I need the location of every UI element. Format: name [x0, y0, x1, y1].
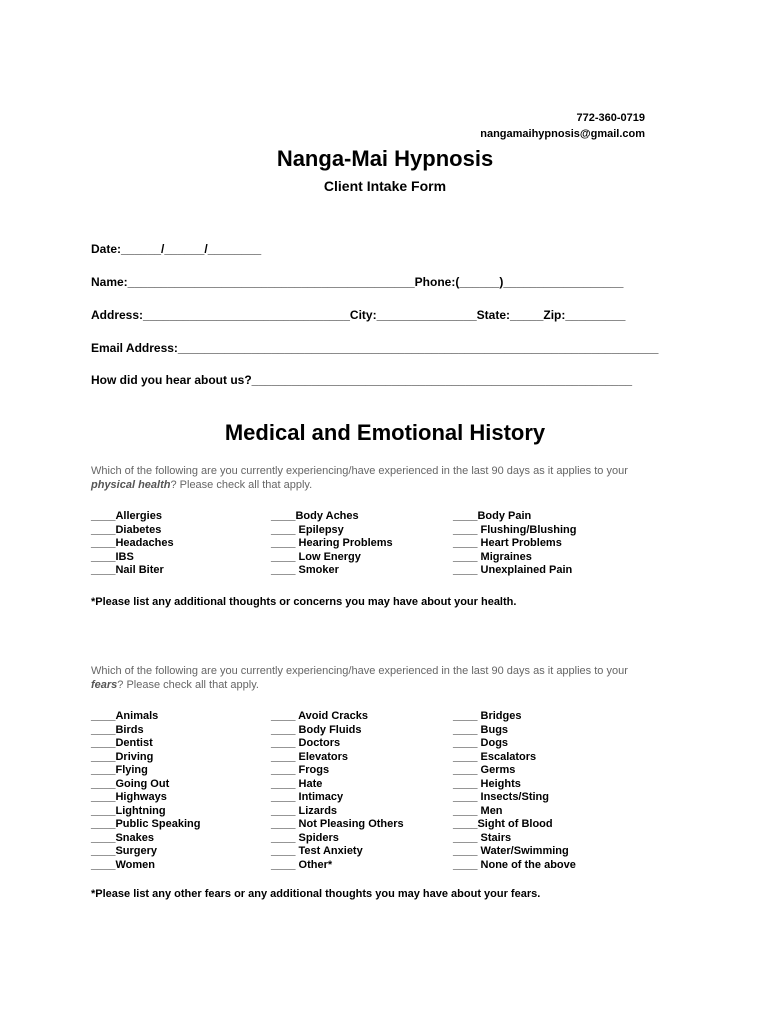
checklist-item[interactable]: ____ Intimacy	[271, 791, 344, 803]
referral-field[interactable]: How did you hear about us?_________________________________________________________	[91, 373, 633, 387]
checklist-item[interactable]: ____ Smoker	[271, 564, 339, 576]
address-field[interactable]: Address:_______________________________City:_______________State:_____Zip:_________	[91, 308, 626, 322]
checklist-item[interactable]: ____ Migraines	[453, 550, 532, 563]
checklist-item[interactable]: ____Flying	[91, 764, 148, 776]
health-notes-prompt: *Please list any additional thoughts or concerns you may have about your health.	[91, 596, 517, 608]
checklist-item[interactable]: ____IBS	[91, 550, 134, 563]
checklist-item[interactable]: ____ Body Fluids	[271, 723, 362, 736]
contact-email: nangamaihypnosis@gmail.com	[480, 128, 645, 140]
fears-checklist-col-2	[271, 710, 404, 872]
checklist-item[interactable]: ____ Men	[453, 804, 503, 817]
fears-notes-prompt: *Please list any other fears or any additional thoughts you may have about your fears.	[91, 888, 541, 900]
date-field[interactable]: Date:______/______/________	[91, 242, 262, 256]
question-emphasis: physical health	[91, 479, 171, 491]
checklist-item[interactable]: ____Nail Biter	[91, 564, 164, 576]
fears-checklist-col-1	[91, 710, 200, 872]
checklist-item[interactable]: ____ Other*	[271, 858, 333, 871]
checklist-item[interactable]: ____ Dogs	[453, 737, 509, 749]
checklist-item[interactable]: ____Dentist	[91, 737, 153, 749]
question-instruction: ? Please check all that apply.	[117, 679, 259, 691]
email-field[interactable]: Email Address:________________________________________________________________________	[91, 341, 659, 355]
checklist-item[interactable]: ____Diabetes	[91, 523, 162, 536]
checklist-item[interactable]: ____ Lizards	[271, 804, 338, 817]
checklist-item[interactable]: ____ Bridges	[453, 710, 522, 722]
checklist-item[interactable]: ____ None of the above	[453, 858, 576, 871]
checklist-item[interactable]: ____ Hate	[271, 777, 323, 790]
checklist-item[interactable]: ____ Epilepsy	[271, 523, 344, 536]
checklist-item[interactable]: ____Animals	[91, 710, 159, 722]
checklist-item[interactable]: ____Snakes	[91, 831, 154, 844]
checklist-item[interactable]: ____ Heights	[453, 777, 521, 790]
checklist-item[interactable]: ____ Frogs	[271, 764, 330, 776]
health-checklist-col-2	[271, 510, 393, 578]
question-text: Which of the following are you currently experiencing/have experienced in the last 90 days as it applies to your	[91, 665, 628, 677]
checklist-item[interactable]: ____Public Speaking	[91, 818, 201, 830]
checklist-item[interactable]: ____Body Aches	[271, 510, 359, 522]
checklist-item[interactable]: ____ Germs	[453, 764, 516, 776]
checklist-item[interactable]: ____Allergies	[91, 510, 162, 522]
checklist-item[interactable]: ____ Heart Problems	[453, 537, 562, 549]
checklist-item[interactable]: ____Highways	[91, 791, 167, 803]
checklist-item[interactable]: ____ Escalators	[453, 750, 537, 763]
contact-phone: 772-360-0719	[576, 112, 645, 124]
health-checklist-col-3	[453, 510, 576, 578]
checklist-item[interactable]: ____ Avoid Cracks	[271, 710, 369, 722]
name-phone-field[interactable]: Name:___________________________________________Phone:(______)__________________	[91, 275, 624, 289]
checklist-item[interactable]: ____ Flushing/Blushing	[453, 523, 577, 536]
checklist-item[interactable]: ____ Hearing Problems	[271, 537, 393, 549]
health-checklist-col-1	[91, 510, 174, 578]
checklist-item[interactable]: ____Headaches	[91, 537, 174, 549]
checklist-item[interactable]: ____ Insects/Sting	[453, 791, 549, 803]
checklist-item[interactable]: ____ Spiders	[271, 831, 339, 844]
question-emphasis: fears	[91, 679, 118, 691]
checklist-item[interactable]: ____ Not Pleasing Others	[271, 818, 404, 830]
checklist-item[interactable]: ____ Water/Swimming	[453, 845, 569, 857]
checklist-item[interactable]: ____Going Out	[91, 777, 170, 790]
checklist-item[interactable]: ____ Test Anxiety	[271, 845, 363, 857]
checklist-item[interactable]: ____ Unexplained Pain	[453, 564, 573, 576]
question-instruction: ? Please check all that apply.	[170, 479, 313, 491]
checklist-item[interactable]: ____ Stairs	[453, 831, 512, 844]
form-subtitle: Client Intake Form	[323, 178, 447, 194]
section-title-medical: Medical and Emotional History	[224, 420, 546, 445]
checklist-item[interactable]: ____Body Pain	[453, 510, 532, 522]
checklist-item[interactable]: ____Sight of Blood	[453, 818, 553, 830]
checklist-item[interactable]: ____Surgery	[91, 845, 158, 857]
checklist-item[interactable]: ____ Elevators	[271, 750, 349, 763]
checklist-item[interactable]: ____Lightning	[91, 804, 166, 817]
checklist-item[interactable]: ____Birds	[91, 723, 144, 736]
checklist-item[interactable]: ____Women	[91, 858, 155, 871]
question-text: Which of the following are you currently experiencing/have experienced in the last 90 days as it applies to your	[91, 465, 628, 477]
checklist-item[interactable]: ____ Bugs	[453, 723, 509, 736]
fears-question	[91, 664, 661, 692]
checklist-item[interactable]: ____ Doctors	[271, 737, 341, 749]
physical-health-question	[91, 464, 661, 492]
checklist-item[interactable]: ____ Low Energy	[271, 550, 361, 563]
checklist-item[interactable]: ____Driving	[91, 750, 154, 763]
fears-checklist-col-3	[453, 710, 576, 872]
page-title: Nanga-Mai Hypnosis	[276, 146, 494, 171]
